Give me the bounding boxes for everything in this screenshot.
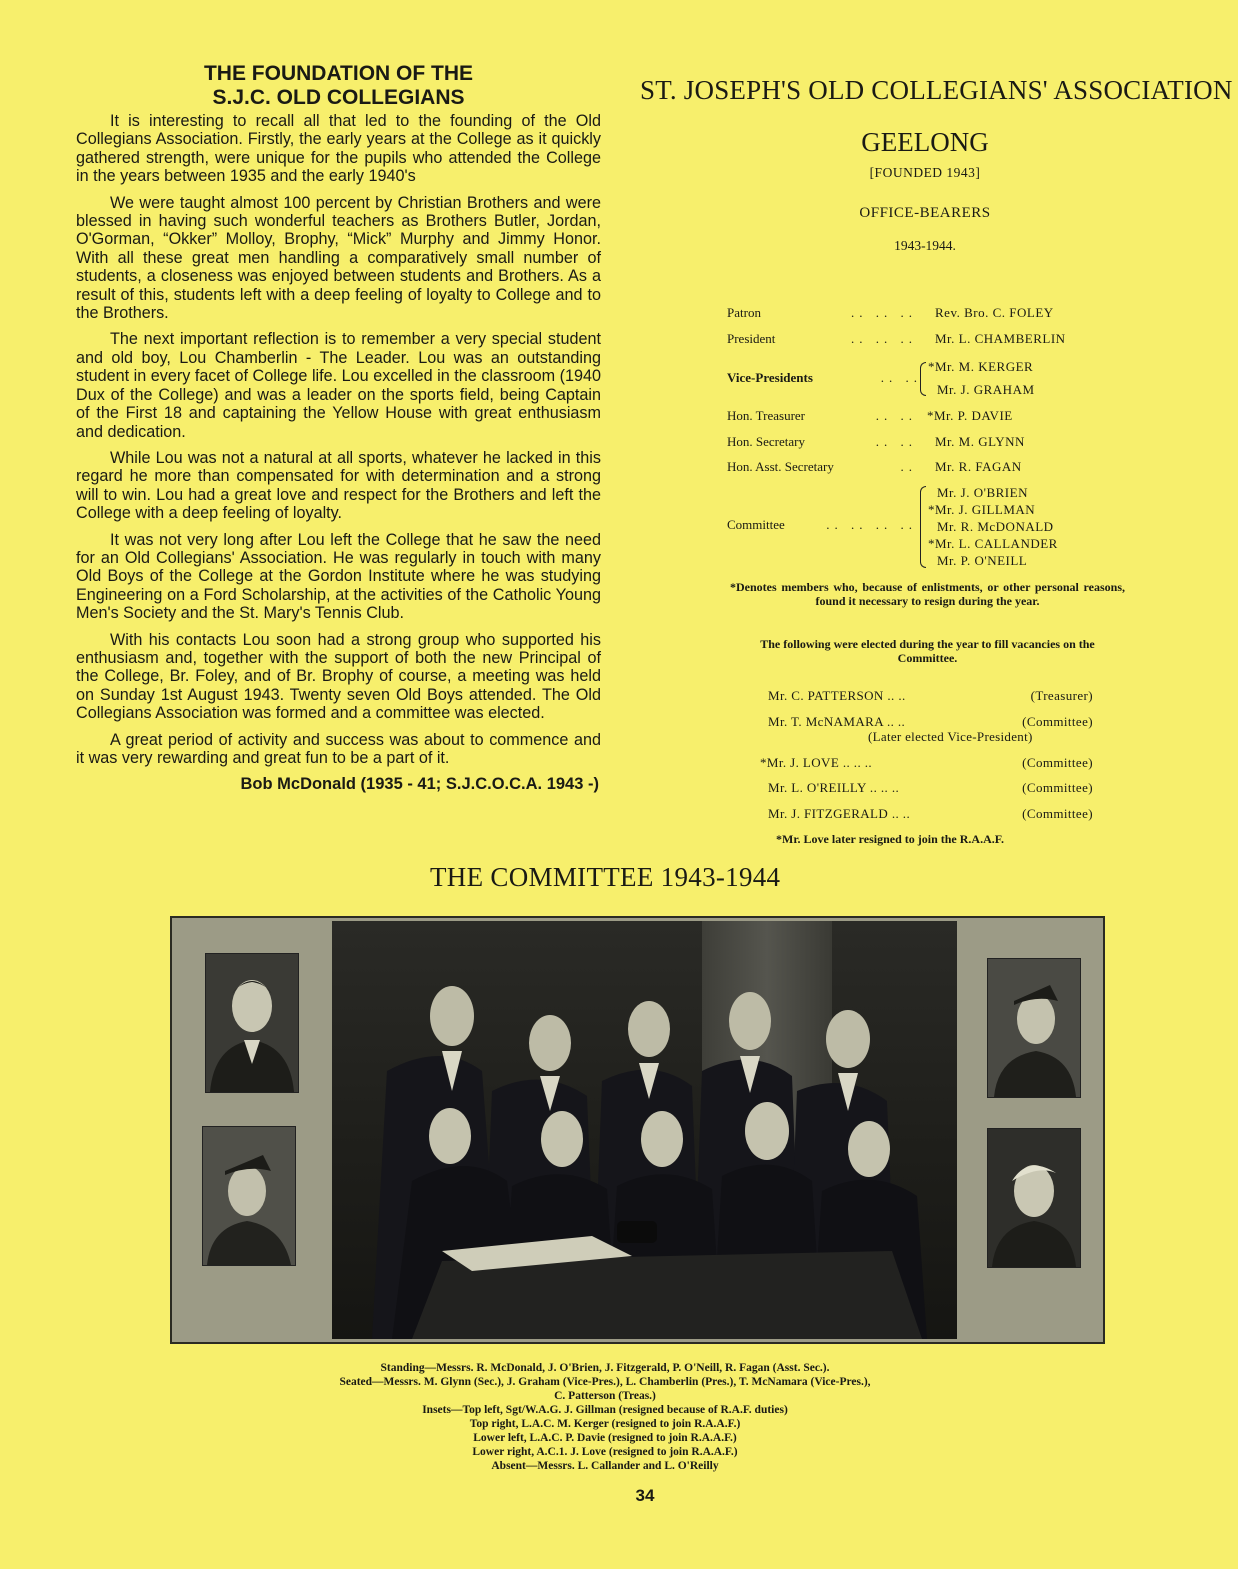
office-role: Hon. Asst. Secretary xyxy=(727,459,834,474)
leader-dots: .. .. .. xyxy=(851,305,917,320)
caption-line: Top right, L.A.C. M. Kerger (resigned to join R.A.A.F.) xyxy=(469,1418,741,1430)
brace-mark xyxy=(920,486,926,568)
office-name: Rev. Bro. C. FOLEY xyxy=(935,305,1054,320)
inset-portrait-lower-right xyxy=(987,1128,1081,1268)
caption-line: C. Patterson (Treas.) xyxy=(554,1390,656,1402)
office-name: Mr. R. FAGAN xyxy=(935,459,1022,474)
page-number: 34 xyxy=(635,1486,655,1505)
caption-line: Seated—Messrs. M. Glynn (Sec.), J. Graham (Vice-Pres.), L. Chamberlin (Pres.), T. McNamara (Vice-Pres.), xyxy=(339,1376,871,1388)
article-paragraph: We were taught almost 100 percent by Christian Brothers and were blessed in having such wonderful teachers as Brothers Butler, Jordan, O'Gorman, “Okker” Molloy, Brophy, “Mick” Murphy and Jimmy Honor. With all these great men handling a comparatively small number of students, a closeness was enjoyed between students and Brothers. As a result of this, students left with a deep feeling of loyalty to College and to the Brothers. xyxy=(76,193,601,323)
office-role: Patron xyxy=(727,305,761,320)
elected-role: (Committee) xyxy=(1022,806,1093,821)
caption-line: Insets—Top left, Sgt/W.A.G. J. Gillman (resigned because of R.A.F. duties) xyxy=(422,1404,788,1416)
office-role: President xyxy=(727,331,776,346)
leader-dots: .. .. .. .. xyxy=(826,517,917,532)
office-name: *Mr. M. KERGER xyxy=(928,359,1034,374)
brace-mark xyxy=(920,362,926,396)
leader-dots: .. .. xyxy=(880,370,922,385)
office-name: Mr. L. CHAMBERLIN xyxy=(935,331,1066,346)
office-row-vice-presidents xyxy=(727,370,1127,388)
caption-line: Lower right, A.C.1. J. Love (resigned to join R.A.A.F.) xyxy=(472,1446,738,1458)
elected-subnote: (Later elected Vice-President) xyxy=(868,729,1033,744)
photo-caption xyxy=(180,1361,1030,1473)
love-note: *Mr. Love later resigned to join the R.A.A.F. xyxy=(776,832,1004,846)
leader-dots: .. .. xyxy=(875,434,917,449)
office-bearers-heading: OFFICE-BEARERS xyxy=(859,205,991,221)
committee-photo xyxy=(170,916,1105,1344)
elected-name: *Mr. J. LOVE .. .. .. xyxy=(760,755,873,770)
caption-line: Standing—Messrs. R. McDonald, J. O'Brien, J. Fitzgerald, P. O'Neill, R. Fagan (Asst. Sec.). xyxy=(380,1362,830,1374)
inset-portrait-top-left xyxy=(205,953,299,1093)
office-name: *Mr. J. GILLMAN xyxy=(928,502,1036,517)
portrait-icon xyxy=(988,1129,1080,1267)
group-photo xyxy=(332,921,957,1339)
group-figures-icon xyxy=(332,921,957,1339)
article-paragraph: A great period of activity and success was about to commence and it was very rewarding and great fun to be a part of it. xyxy=(76,730,601,767)
office-name: Mr. J. O'BRIEN xyxy=(937,485,1028,500)
committee-title: THE COMMITTEE 1943-1944 xyxy=(430,862,781,892)
office-name: *Mr. P. DAVIE xyxy=(927,408,1013,423)
leader-dots: .. .. .. xyxy=(851,331,917,346)
leader-dots: .. .. xyxy=(875,408,917,423)
office-row-treasurer xyxy=(727,408,1127,426)
office-role: Committee xyxy=(727,517,785,532)
office-row-patron xyxy=(727,305,1127,323)
office-name: *Mr. L. CALLANDER xyxy=(928,536,1058,551)
elected-row xyxy=(760,755,1093,773)
office-row-asst-secretary xyxy=(727,459,1127,477)
caption-line: Lower left, L.A.C. P. Davie (resigned to join R.A.A.F.) xyxy=(473,1432,737,1444)
office-role: Hon. Treasurer xyxy=(727,408,805,423)
elected-note: The following were elected during the year to fill vacancies on the Committee. xyxy=(760,637,1095,665)
resignation-note: *Denotes members who, because of enlistments, or other personal reasons, found it necessary to resign during the year. xyxy=(730,580,1125,608)
portrait-icon xyxy=(206,954,298,1092)
article-column xyxy=(76,62,601,794)
elected-name: Mr. C. PATTERSON .. .. xyxy=(768,688,906,703)
elected-row xyxy=(768,780,1093,798)
elected-name: Mr. J. FITZGERALD .. .. xyxy=(768,806,911,821)
inset-portrait-top-right xyxy=(987,958,1081,1098)
office-row-president xyxy=(727,331,1127,349)
elected-role: (Committee) xyxy=(1022,755,1093,770)
elected-name: Mr. L. O'REILLY .. .. .. xyxy=(768,780,900,795)
office-name: Mr. M. GLYNN xyxy=(935,434,1025,449)
article-title-line: THE FOUNDATION OF THE xyxy=(203,62,474,85)
elected-row xyxy=(768,688,1093,706)
article-title xyxy=(76,62,601,110)
office-row-secretary xyxy=(727,434,1127,452)
caption-line: Absent—Messrs. L. Callander and L. O'Reilly xyxy=(491,1460,719,1472)
article-paragraph: With his contacts Lou soon had a strong group who supported his enthusiasm and, together with the support of both the new Principal of the College, Br. Foley, and of Br. Brophy of course, a meeting was held on Sunday 1st August 1943. Twenty seven Old Boys attended. The Old Collegians Association was formed and a committee was elected. xyxy=(76,630,601,723)
article-paragraph: While Lou was not a natural at all sports, whatever he lacked in this regard he more than compensated for with determination and a strong will to win. Lou had a great love and respect for the Brothers and left the College with a deep feeling of loyalty. xyxy=(76,448,601,523)
article-paragraph: It was not very long after Lou left the College that he saw the need for an Old Collegians' Association. He was regularly in touch with many Old Boys of the College at the Gordon Institute where he was studying Engineering on a Ford Scholarship, at the activities of the Catholic Young Men's Society and the St. Mary's Tennis Club. xyxy=(76,530,601,623)
inset-portrait-lower-left xyxy=(202,1126,296,1266)
leader-dots: .. xyxy=(900,459,917,474)
article-paragraph: The next important reflection is to remember a very special student and old boy, Lou Chamberlin - The Leader. Lou was an outstanding student in every facet of College life. Lou excelled in the classroom (1940 Dux of the College) and was a leader on the sports field, being Captain of the First 18 and captaining the Yellow House with great enthusiasm and dedication. xyxy=(76,330,601,441)
office-name: Mr. J. GRAHAM xyxy=(937,382,1035,397)
office-row-committee xyxy=(727,517,1127,535)
founded-note: [FOUNDED 1943] xyxy=(869,165,981,180)
elected-name: Mr. T. McNAMARA .. .. xyxy=(768,714,906,729)
elected-role: (Committee) xyxy=(1022,714,1093,729)
elected-row xyxy=(768,806,1093,824)
article-paragraph: It is interesting to recall all that led to the founding of the Old Collegians Association. Firstly, the early years at the College as it quickly gathered strength, were unique for the pupils who attended the College in the years between 1935 and the early 1940's xyxy=(76,112,601,186)
office-bearers-years: 1943-1944. xyxy=(894,238,956,253)
office-name: Mr. P. O'NEILL xyxy=(937,553,1028,568)
office-role: Vice-Presidents xyxy=(727,370,813,385)
office-name: Mr. R. McDONALD xyxy=(937,519,1054,534)
elected-role: (Committee) xyxy=(1022,780,1093,795)
article-title-line: S.J.C. OLD COLLEGIANS xyxy=(212,86,465,109)
elected-role: (Treasurer) xyxy=(1030,688,1093,703)
association-title: ST. JOSEPH'S OLD COLLEGIANS' ASSOCIATION xyxy=(640,75,1233,105)
office-role: Hon. Secretary xyxy=(727,434,805,449)
portrait-icon xyxy=(988,959,1080,1097)
portrait-icon xyxy=(203,1127,295,1265)
article-byline: Bob McDonald (1935 - 41; S.J.C.O.C.A. 1943 -) xyxy=(240,775,599,794)
association-city: GEELONG xyxy=(861,127,989,157)
